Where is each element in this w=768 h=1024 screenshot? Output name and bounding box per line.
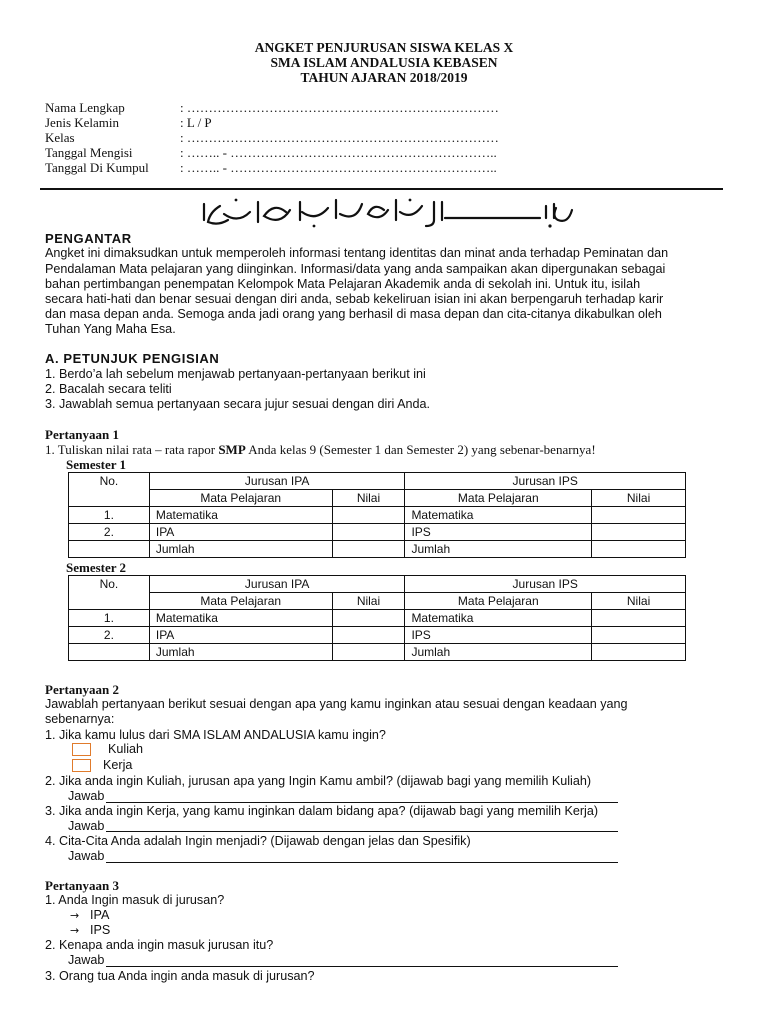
intro-line: bahan pertimbangan penempatan Kelompok Mata Pelajaran Akademik anda di sekolah ini. Untuk itu, isilah bbox=[45, 277, 641, 291]
instruction-item: 1. Berdo’a lah sebelum menjawab pertanyaan-pertanyaan berikut ini bbox=[45, 367, 426, 381]
subject-cell: Jumlah bbox=[405, 541, 592, 558]
score-cell[interactable] bbox=[592, 627, 686, 644]
identity-label: Kelas bbox=[45, 130, 75, 145]
q2-intro-line: Jawablah pertanyaan berikut sesuai dengan apa yang kamu inginkan atau sesuai dengan keadaan yang bbox=[45, 697, 628, 711]
arrow-right-icon: → bbox=[70, 924, 80, 937]
option-label: Kerja bbox=[103, 758, 133, 772]
col-header-subject: Mata Pelajaran bbox=[405, 593, 592, 610]
identity-label: Nama Lengkap bbox=[45, 100, 125, 115]
instruction-item: 3. Jawablah semua pertanyaan secara jujur sesuai dengan diri Anda. bbox=[45, 397, 431, 411]
intro-heading: PENGANTAR bbox=[45, 231, 132, 246]
row-number: 2. bbox=[69, 627, 150, 644]
identity-label: Tanggal Di Kumpul bbox=[45, 160, 149, 175]
identity-row-gender bbox=[45, 115, 212, 131]
row-number bbox=[69, 644, 150, 661]
col-header-ipa: Jurusan IPA bbox=[149, 576, 405, 593]
subject-cell: Jumlah bbox=[149, 644, 332, 661]
identity-value[interactable]: : …….. - …………………………………………………….. bbox=[180, 145, 497, 160]
score-cell[interactable] bbox=[592, 644, 686, 661]
q3-heading: Pertanyaan 3 bbox=[45, 878, 120, 893]
doc-title-line1: ANGKET PENJURUSAN SISWA KELAS X bbox=[254, 40, 514, 55]
doc-title-line2: SMA ISLAM ANDALUSIA KEBASEN bbox=[270, 55, 498, 70]
col-header-score: Nilai bbox=[592, 490, 686, 507]
answer-label: Jawab bbox=[68, 849, 105, 863]
q2-item-3: 3. Jika anda ingin Kerja, yang kamu inginkan dalam bidang apa? (dijawab bagi yang memilih Kerja) bbox=[45, 804, 599, 818]
q2-intro-line: sebenarnya: bbox=[45, 712, 115, 726]
col-header-score: Nilai bbox=[592, 593, 686, 610]
answer-line[interactable] bbox=[106, 831, 618, 832]
intro-line: Angket ini dimaksudkan untuk memperoleh informasi tentang identitas dan minat anda terhadap Peminatan dan bbox=[45, 246, 669, 260]
q2-item-1: 1. Jika kamu lulus dari SMA ISLAM ANDALUSIA kamu ingin? bbox=[45, 728, 386, 742]
row-number: 1. bbox=[69, 610, 150, 627]
q3-item-2: 2. Kenapa anda ingin masuk jurusan itu? bbox=[45, 938, 274, 952]
subject-cell: Matematika bbox=[405, 610, 592, 627]
col-header-ipa: Jurusan IPA bbox=[149, 473, 405, 490]
semester1-table bbox=[68, 472, 686, 558]
intro-line: Pendalaman Mata pelajaran yang diinginkan. Informasi/data yang anda sampaikan akan dipergunakan sebagai bbox=[45, 262, 666, 276]
q1-heading: Pertanyaan 1 bbox=[45, 427, 120, 442]
score-cell[interactable] bbox=[592, 524, 686, 541]
table-row bbox=[69, 507, 686, 524]
kuliah-checkbox[interactable] bbox=[72, 743, 91, 756]
header-divider bbox=[40, 188, 723, 190]
subject-cell: Jumlah bbox=[405, 644, 592, 661]
subject-cell: IPS bbox=[405, 524, 592, 541]
row-number: 1. bbox=[69, 507, 150, 524]
intro-line: dan masa depan anda. Semoga anda jadi orang yang berhasil di masa depan dan cita-citanya dikabulkan oleh bbox=[45, 307, 662, 321]
identity-label: Jenis Kelamin bbox=[45, 115, 120, 130]
identity-row-fill-date bbox=[45, 145, 497, 161]
col-header-ips: Jurusan IPS bbox=[405, 576, 686, 593]
answer-label: Jawab bbox=[68, 953, 105, 967]
score-cell[interactable] bbox=[592, 507, 686, 524]
q1-text: 1. Tuliskan nilai rata – rata rapor SMP Anda kelas 9 (Semester 1 dan Semester 2) yang sebenar-benarnya! bbox=[45, 442, 596, 457]
score-cell[interactable] bbox=[332, 644, 405, 661]
semester2-table bbox=[68, 575, 686, 661]
answer-line[interactable] bbox=[106, 862, 618, 863]
subject-cell: Matematika bbox=[149, 507, 332, 524]
intro-line: Tuhan Yang Maha Esa. bbox=[45, 322, 176, 336]
option-label: Kuliah bbox=[108, 742, 144, 756]
identity-row-name bbox=[45, 100, 499, 116]
score-cell[interactable] bbox=[332, 627, 405, 644]
identity-value[interactable]: : …….. - …………………………………………………….. bbox=[180, 160, 497, 175]
instruction-item: 2. Bacalah secara teliti bbox=[45, 382, 172, 396]
col-header-score: Nilai bbox=[332, 490, 405, 507]
col-header-ips: Jurusan IPS bbox=[405, 473, 686, 490]
semester1-label: Semester 1 bbox=[66, 457, 127, 472]
option-label[interactable]: IPA bbox=[90, 908, 110, 922]
row-number: 2. bbox=[69, 524, 150, 541]
col-header-no: No. bbox=[69, 576, 150, 610]
table-row bbox=[69, 644, 686, 661]
identity-row-submit-date bbox=[45, 160, 497, 176]
q2-item-2: 2. Jika anda ingin Kuliah, jurusan apa yang Ingin Kamu ambil? (dijawab bagi yang memilih Kuliah) bbox=[45, 774, 592, 788]
subject-cell: IPS bbox=[405, 627, 592, 644]
score-cell[interactable] bbox=[592, 610, 686, 627]
col-header-score: Nilai bbox=[332, 593, 405, 610]
identity-value[interactable]: : ……………………………………………………………… bbox=[180, 130, 499, 145]
instructions-heading: A. PETUNJUK PENGISIAN bbox=[45, 351, 220, 366]
identity-label: Tanggal Mengisi bbox=[45, 145, 133, 160]
score-cell[interactable] bbox=[592, 541, 686, 558]
table-row bbox=[69, 627, 686, 644]
identity-value[interactable]: : L / P bbox=[180, 115, 212, 130]
option-label[interactable]: IPS bbox=[90, 923, 111, 937]
subject-cell: IPA bbox=[149, 627, 332, 644]
doc-title-line3: TAHUN AJARAN 2018/2019 bbox=[300, 70, 468, 85]
bismillah-calligraphy-icon bbox=[190, 196, 580, 232]
answer-label: Jawab bbox=[68, 789, 105, 803]
subject-cell: Matematika bbox=[405, 507, 592, 524]
q3-item-3: 3. Orang tua Anda ingin anda masuk di jurusan? bbox=[45, 969, 315, 983]
table-row bbox=[69, 541, 686, 558]
col-header-subject: Mata Pelajaran bbox=[405, 490, 592, 507]
answer-label: Jawab bbox=[68, 819, 105, 833]
arrow-right-icon: → bbox=[70, 909, 80, 922]
subject-cell: Jumlah bbox=[149, 541, 332, 558]
score-cell[interactable] bbox=[332, 524, 405, 541]
kerja-checkbox[interactable] bbox=[72, 759, 91, 772]
col-header-subject: Mata Pelajaran bbox=[149, 593, 332, 610]
q2-item-4: 4. Cita-Cita Anda adalah Ingin menjadi? (Dijawab dengan jelas dan Spesifik) bbox=[45, 834, 471, 848]
col-header-no: No. bbox=[69, 473, 150, 507]
score-cell[interactable] bbox=[332, 507, 405, 524]
q2-heading: Pertanyaan 2 bbox=[45, 682, 120, 697]
subject-cell: IPA bbox=[149, 524, 332, 541]
identity-value[interactable]: : ……………………………………………………………… bbox=[180, 100, 499, 115]
row-number bbox=[69, 541, 150, 558]
table-row bbox=[69, 524, 686, 541]
table-row bbox=[69, 610, 686, 627]
score-cell[interactable] bbox=[332, 541, 405, 558]
semester2-label: Semester 2 bbox=[66, 560, 127, 575]
col-header-subject: Mata Pelajaran bbox=[149, 490, 332, 507]
score-cell[interactable] bbox=[332, 610, 405, 627]
intro-line: secara hati-hati dan benar sesuai dengan diri anda, sebab kekeliruan isian ini akan berpengaruh terhadap karir bbox=[45, 292, 664, 306]
subject-cell: Matematika bbox=[149, 610, 332, 627]
q3-item-1: 1. Anda Ingin masuk di jurusan? bbox=[45, 893, 225, 907]
identity-row-class bbox=[45, 130, 499, 146]
answer-line[interactable] bbox=[106, 802, 618, 803]
answer-line[interactable] bbox=[106, 966, 618, 967]
